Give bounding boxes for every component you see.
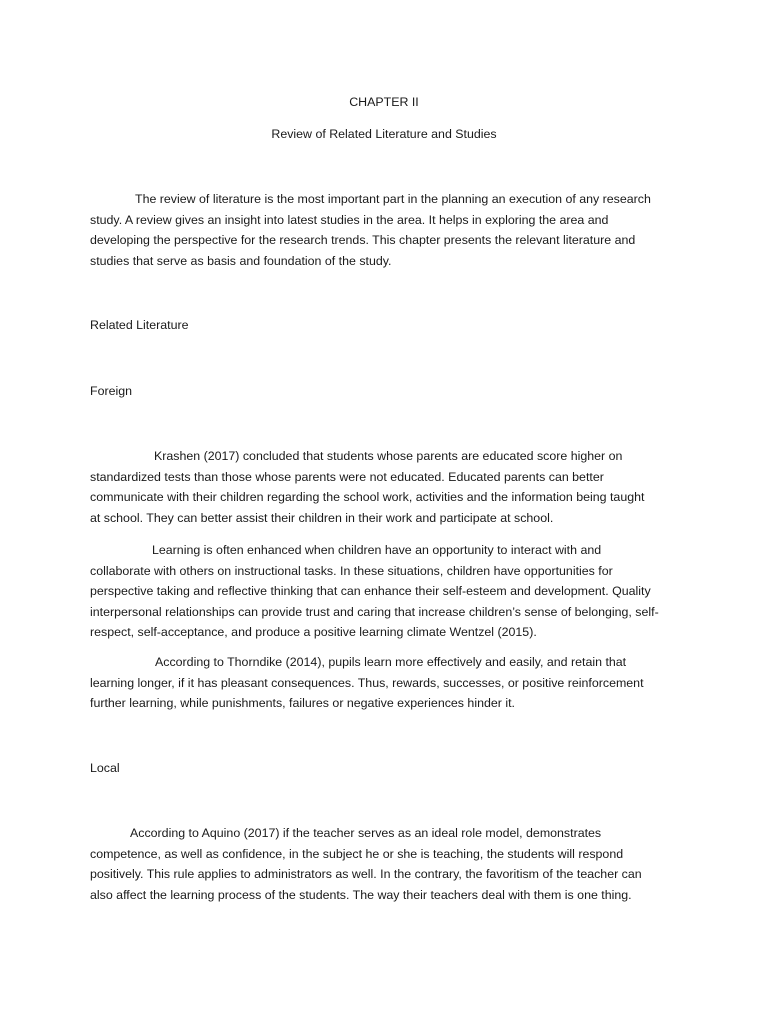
subsection-heading-foreign: Foreign <box>90 384 133 398</box>
intro-paragraph <box>90 189 680 271</box>
paragraph-line: communicate with their children regarding the school work, activities and the information being taught <box>90 490 645 505</box>
chapter-heading: CHAPTER II <box>349 95 419 109</box>
chapter-title: Review of Related Literature and Studies <box>271 127 497 141</box>
paragraph-line: developing the perspective for the research trends. This chapter presents the relevant literature and <box>90 233 636 248</box>
foreign-paragraph-2 <box>90 540 680 643</box>
subsection-heading-local: Local <box>90 761 120 775</box>
paragraph-line: study. A review gives an insight into latest studies in the area. It helps in exploring the area and <box>90 212 609 227</box>
paragraph-line: competence, as well as confidence, in the subject he or she is teaching, the students will respond <box>90 846 624 861</box>
paragraph-line: learning longer, if it has pleasant consequences. Thus, rewards, successes, or positive reinforcement <box>90 675 644 690</box>
paragraph-line: positively. This rule applies to administrators as well. In the contrary, the favoritism of the teacher can <box>90 867 642 882</box>
paragraph-line: interpersonal relationships can provide trust and caring that increase children’s sense of belonging, self- <box>90 604 659 619</box>
paragraph-line: also affect the learning process of the students. The way their teachers deal with them is one thing. <box>90 887 632 902</box>
paragraph-line: Krashen (2017) concluded that students whose parents are educated score higher on <box>154 449 623 463</box>
local-paragraph-1 <box>90 823 680 905</box>
paragraph-line: perspective taking and reflective thinking that can enhance their self-esteem and development. Quality <box>90 584 651 599</box>
paragraph-line: collaborate with others on instructional tasks. In these situations, children have opportunities for <box>90 563 613 578</box>
paragraph-line: According to Thorndike (2014), pupils learn more effectively and easily, and retain that <box>155 655 627 669</box>
foreign-paragraph-1 <box>90 446 680 528</box>
paragraph-line: at school. They can better assist their children in their work and participate at school. <box>90 510 554 525</box>
section-heading-related-literature: Related Literature <box>90 318 189 332</box>
paragraph-line: respect, self-acceptance, and produce a positive learning climate Wentzel (2015). <box>90 625 537 640</box>
paragraph-line: Learning is often enhanced when children have an opportunity to interact with and <box>152 543 602 557</box>
paragraph-line: further learning, while punishments, failures or negative experiences hinder it. <box>90 696 515 711</box>
paragraph-line: standardized tests than those whose parents were not educated. Educated parents can better <box>90 469 604 484</box>
paragraph-line: The review of literature is the most important part in the planning an execution of any research <box>135 192 651 206</box>
paragraph-line: studies that serve as basis and foundation of the study. <box>90 253 392 268</box>
paragraph-line: According to Aquino (2017) if the teacher serves as an ideal role model, demonstrates <box>130 826 602 840</box>
foreign-paragraph-3 <box>90 652 680 714</box>
